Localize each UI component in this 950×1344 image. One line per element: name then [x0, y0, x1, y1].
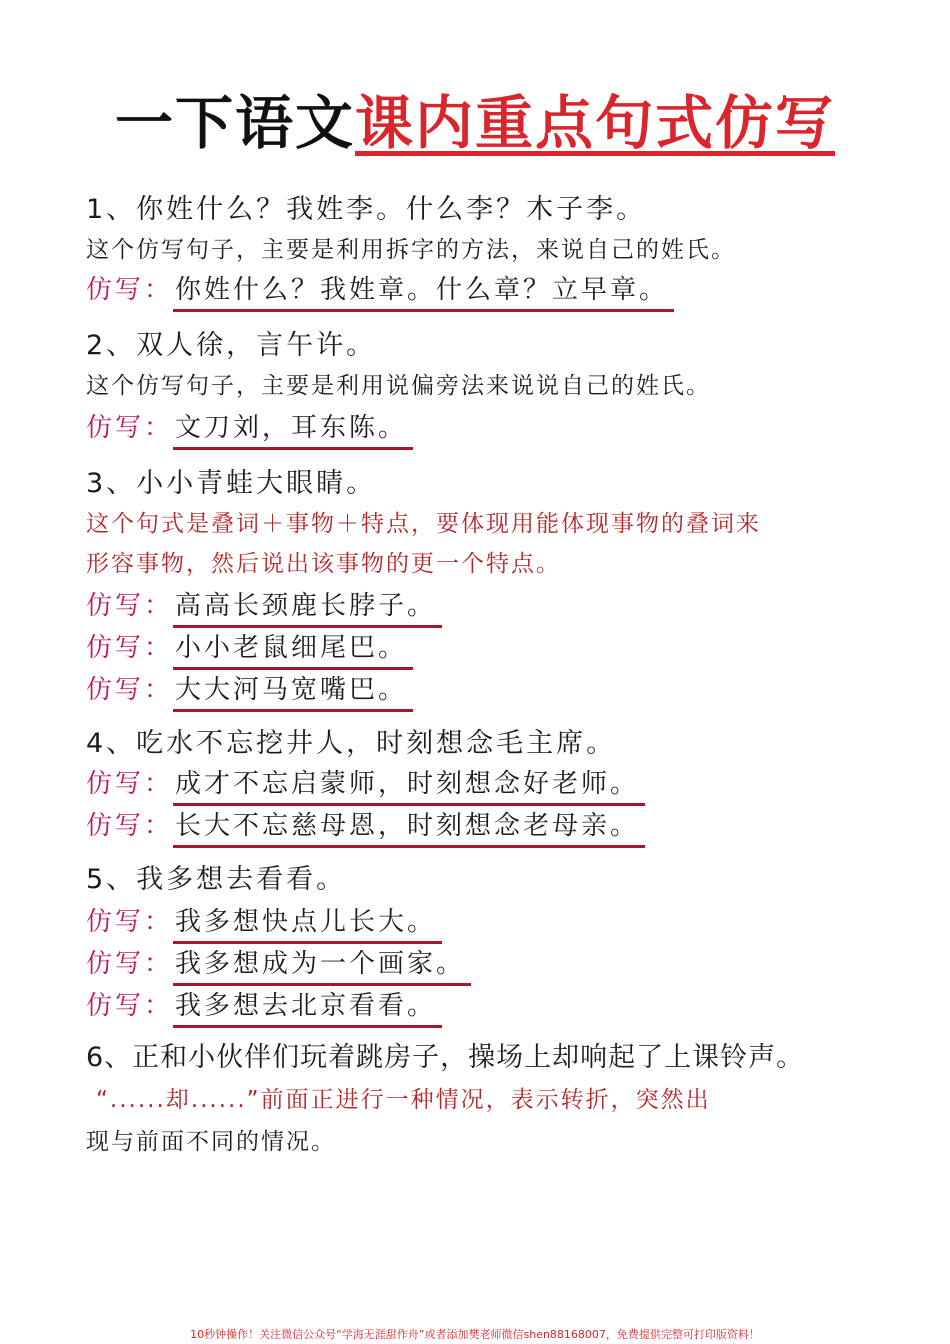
- page-title: [0, 88, 950, 158]
- answer-row: [86, 946, 471, 986]
- answer-row: [86, 672, 413, 712]
- answer-text: 我多想成为一个画家。: [173, 947, 471, 986]
- explanation-1: 这个仿写句子，主要是利用拆字的方法，来说自己的姓氏。: [86, 237, 736, 263]
- answer-text: 文刀刘，耳东陈。: [173, 411, 413, 450]
- answer-text: 小小老鼠细尾巴。: [173, 631, 413, 670]
- answer-row: [86, 630, 413, 670]
- fangxie-label: 仿写：: [86, 591, 174, 621]
- fangxie-label: 仿写：: [86, 769, 174, 799]
- title-black: 一下语文: [114, 89, 355, 157]
- explanation-2: 这个仿写句子，主要是利用说偏旁法来说说自己的姓氏。: [86, 373, 711, 399]
- fangxie-label: 仿写：: [86, 633, 174, 663]
- title-red: 课内重点句式仿写: [355, 89, 836, 157]
- question-3: 3、小小青蛙大眼睛。: [86, 468, 377, 499]
- question-4: 4、吃水不忘挖井人，时刻想念毛主席。: [86, 728, 617, 759]
- question-6: 6、正和小伙伴们玩着跳房子，操场上却响起了上课铃声。: [86, 1042, 805, 1073]
- answer-text: 我多想去北京看看。: [173, 989, 442, 1028]
- fangxie-label: 仿写：: [86, 907, 174, 937]
- answer-row: [86, 808, 645, 848]
- fangxie-label: 仿写：: [86, 675, 174, 705]
- answer-row: [86, 904, 442, 944]
- answer-text: 高高长颈鹿长脖子。: [173, 589, 442, 628]
- answer-text: 长大不忘慈母恩，时刻想念老母亲。: [173, 809, 645, 848]
- answer-text: 我多想快点儿长大。: [173, 905, 442, 944]
- question-2: 2、双人徐，言午许。: [86, 330, 377, 361]
- question-1: 1、你姓什么？我姓李。什么李？木子李。: [86, 194, 647, 225]
- fangxie-label: 仿写：: [86, 275, 174, 305]
- explanation-6b: 现与前面不同的情况。: [86, 1129, 336, 1155]
- answer-row: [86, 410, 413, 450]
- answer-text: 你姓什么？我姓章。什么章？立早章。: [173, 273, 674, 312]
- fangxie-label: 仿写：: [86, 991, 174, 1021]
- question-5: 5、我多想去看看。: [86, 864, 347, 895]
- fangxie-label: 仿写：: [86, 811, 174, 841]
- answer-text: 大大河马宽嘴巴。: [173, 673, 413, 712]
- answer-row: [86, 588, 442, 628]
- answer-row: [86, 988, 442, 1028]
- explanation-6a: “......却......”前面正进行一种情况，表示转折，突然出: [96, 1087, 711, 1113]
- answer-text: 成才不忘启蒙师，时刻想念好老师。: [173, 767, 645, 806]
- explanation-3a: 这个句式是叠词＋事物＋特点，要体现用能体现事物的叠词来: [86, 511, 761, 537]
- answer-row: [86, 766, 645, 806]
- footer-note: 10秒钟操作！关注微信公众号“学海无涯甜作舟”或者添加樊老师微信shen88168007，免费提供完整可打印版资料！: [190, 1328, 760, 1341]
- answer-row: [86, 272, 674, 312]
- fangxie-label: 仿写：: [86, 949, 174, 979]
- fangxie-label: 仿写：: [86, 413, 174, 443]
- explanation-3b: 形容事物，然后说出该事物的更一个特点。: [86, 551, 561, 577]
